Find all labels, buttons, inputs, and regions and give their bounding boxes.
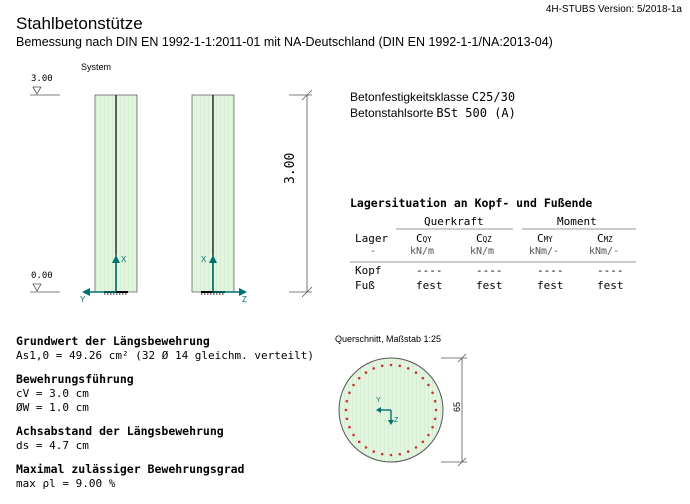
level-bottom-label: 0.00 <box>31 271 53 281</box>
rebar-dot <box>422 377 425 380</box>
row-kopf-label: Kopf <box>355 264 382 277</box>
rebar-dot <box>345 409 348 412</box>
col-cmy-header: CMY <box>537 232 553 245</box>
level-marker-bottom <box>30 284 60 292</box>
rebar-dot <box>390 454 393 457</box>
cross-section-title: Querschnitt, Maßstab 1:25 <box>335 334 442 344</box>
rebar-dot <box>407 367 410 370</box>
rebar-dot <box>365 446 368 449</box>
rebar-dot <box>431 426 434 429</box>
col-cmy-unit: kNm/- <box>529 246 560 257</box>
rebar-dot <box>348 391 351 394</box>
reinforcement-layout-title: Bewehrungsführung <box>16 372 134 386</box>
basic-reinforcement-value: As1,0 = 49.26 cm² (32 Ø 14 gleichm. verteilt) <box>16 349 315 362</box>
rebar-dot <box>398 453 401 456</box>
rebar-dot <box>415 446 418 449</box>
row-kopf-cqz: ---- <box>476 264 503 277</box>
rebar-dot <box>407 450 410 453</box>
page-title: Stahlbetonstütze <box>16 14 143 33</box>
concrete-cover-value: cV = 3.0 cm <box>16 387 89 400</box>
rebar-dot <box>365 371 368 374</box>
axis-x-label-1: X <box>121 255 127 264</box>
rebar-dot <box>352 434 355 437</box>
concrete-class <box>350 90 515 105</box>
row-fuss-cqy: fest <box>416 279 443 292</box>
row-kopf-cmy: ---- <box>537 264 564 277</box>
rebar-dot <box>381 453 384 456</box>
stirrup-diameter-value: ØW = 1.0 cm <box>16 401 89 414</box>
supports-title: Lagersituation an Kopf- und Fußende <box>350 196 593 210</box>
row-fuss-cmy: fest <box>537 279 564 292</box>
rebar-dot <box>358 377 361 380</box>
bar-distance-value: ds = 4.7 cm <box>16 439 89 452</box>
rebar-dot <box>435 409 438 412</box>
page-subtitle: Bemessung nach DIN EN 1992-1-1:2011-01 mit NA-Deutschland (DIN EN 1992-1-1/NA:2013-04) <box>16 35 553 49</box>
axis-x-label-2: X <box>201 255 207 264</box>
cross-section-diameter-label: 65 <box>452 401 462 412</box>
col-cqy-unit: kN/m <box>410 246 435 257</box>
row-fuss-cqz: fest <box>476 279 503 292</box>
rebar-dot <box>372 450 375 453</box>
cross-section-axis-z: Z <box>394 417 399 424</box>
cross-section-axis-y: Y <box>376 397 381 404</box>
rebar-dot <box>381 365 384 368</box>
axis-z-label-2: Z <box>242 295 247 304</box>
level-top-label: 3.00 <box>31 74 53 84</box>
col-cqy-header: CQY <box>416 232 432 245</box>
rebar-dot <box>358 441 361 444</box>
rebar-dot <box>352 384 355 387</box>
concrete-class-value: C25/30 <box>471 90 516 104</box>
rebar-dot <box>431 391 434 394</box>
rebar-dot <box>390 364 393 367</box>
version-label: 4H-STUBS Version: 5/2018-1a <box>545 4 682 15</box>
bar-distance-title: Achsabstand der Längsbewehrung <box>16 424 224 438</box>
col-cqz-unit: kN/m <box>470 246 495 257</box>
steel-grade-label: Betonstahlsorte <box>350 106 434 120</box>
col-lager-unit: - <box>370 246 377 257</box>
col-cmz-unit: kNm/- <box>589 246 620 257</box>
rebar-dot <box>346 417 349 420</box>
rebar-dot <box>434 417 437 420</box>
steel-grade <box>350 106 516 121</box>
max-ratio-value: max ρl = 9.00 % <box>16 477 116 490</box>
rebar-dot <box>348 426 351 429</box>
column-view-2 <box>192 95 247 296</box>
column-view-1 <box>82 95 137 296</box>
rebar-dot <box>422 441 425 444</box>
rebar-dot <box>398 365 401 368</box>
height-dimension <box>289 90 312 297</box>
row-fuss-label: Fuß <box>355 279 375 292</box>
max-ratio-title: Maximal zulässiger Bewehrungsgrad <box>16 462 245 476</box>
cross-section-drawing <box>339 354 467 466</box>
rebar-dot <box>415 371 418 374</box>
col-lager-label: Lager <box>355 232 389 245</box>
rebar-dot <box>427 384 430 387</box>
rebar-dot <box>427 434 430 437</box>
concrete-class-label: Betonfestigkeitsklasse <box>350 90 469 104</box>
row-kopf-cqy: ---- <box>416 264 443 277</box>
row-kopf-cmz: ---- <box>597 264 624 277</box>
rebar-dot <box>434 400 437 403</box>
col-cqz-header: CQZ <box>476 232 492 245</box>
rebar-dot <box>346 400 349 403</box>
steel-grade-value: BSt 500 (A) <box>436 106 516 120</box>
height-dimension-label: 3.00 <box>283 152 298 184</box>
group-moment-label: Moment <box>557 215 597 228</box>
rebar-dot <box>372 367 375 370</box>
level-marker-top <box>30 87 60 95</box>
basic-reinforcement-title: Grundwert der Längsbewehrung <box>16 334 210 348</box>
axis-y-label-1: Y <box>80 295 86 304</box>
group-shear-label: Querkraft <box>424 215 484 228</box>
col-cmz-header: CMZ <box>597 232 613 245</box>
system-label: System <box>81 62 112 72</box>
row-fuss-cmz: fest <box>597 279 624 292</box>
